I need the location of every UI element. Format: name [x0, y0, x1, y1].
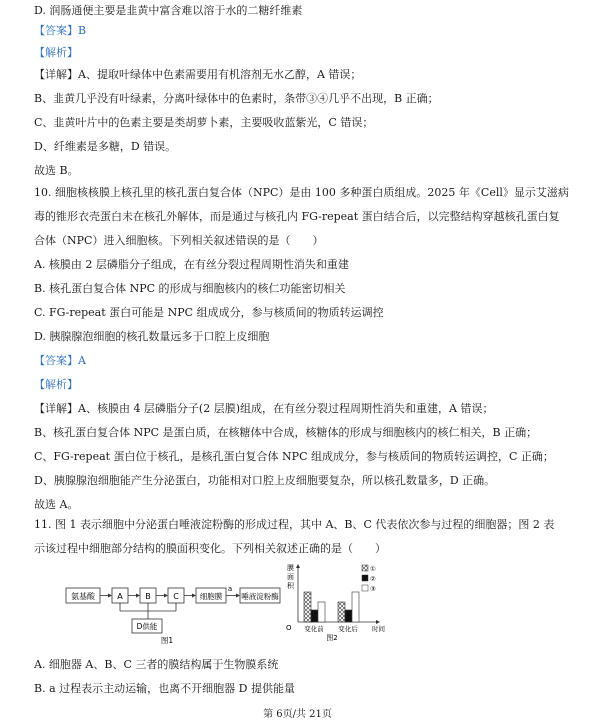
- text-line: 故选 B。: [34, 164, 79, 177]
- text-line: 毒的锥形衣壳蛋白未在核孔外解体，而是通过与核孔内 FG-repeat 蛋白结合后，以完整结构穿越核孔蛋白复: [34, 210, 560, 223]
- text-line: A. 核膜由 2 层磷脂分子组成，在有丝分裂过程周期性消失和重建: [34, 258, 349, 271]
- text-line: 【解析】: [34, 46, 78, 59]
- text-line: D、纤维素是多糖，D 错误。: [34, 140, 177, 153]
- text-line: B. a 过程表示主动运输，也离不开细胞器 D 提供能量: [34, 682, 295, 695]
- fig2-tick-before: 变化前: [304, 625, 324, 633]
- text-line: D、胰腺腺泡细胞能产生分泌蛋白，功能相对口腔上皮细胞要复杂，所以核孔数量多，D 正确。: [34, 474, 496, 487]
- fig2-bar-2-2: [345, 610, 352, 622]
- fig2-bar-2-1: [338, 602, 345, 622]
- fig2-legend-swatch-1: [362, 565, 368, 571]
- fig2-legend-label-2: ②: [370, 575, 376, 583]
- text-line: B. 核孔蛋白复合体 NPC 的形成与细胞核内的核仁功能密切相关: [34, 282, 346, 295]
- text-line: 11. 图 1 表示细胞中分泌蛋白唾液淀粉酶的形成过程，其中 A、B、C 代表依次参与过程的细胞器；图 2 表: [34, 518, 555, 531]
- text-line: B、韭黄几乎没有叶绿素，分离叶绿体中的色素时，条带③④几乎不出现，B 正确；: [34, 92, 439, 105]
- fig2-bar-1-1: [304, 592, 311, 622]
- fig2-bar-1-3: [318, 602, 325, 622]
- fig2-legend-swatch-2: [362, 575, 368, 581]
- page-footer: 第 6页/共 21页: [263, 709, 332, 720]
- text-line: 故选 A。: [34, 498, 79, 511]
- text-line: B、核孔蛋白复合体 NPC 是蛋白质，在核糖体中合成，核糖体的形成与细胞核内的核仁相关，B 正确；: [34, 426, 538, 439]
- fig2-origin: O: [286, 624, 292, 632]
- fig1-label-a: A: [117, 592, 123, 601]
- fig1-caption: 图1: [160, 636, 174, 645]
- text-line: C. FG-repeat 蛋白可能是 NPC 组成成分，参与核质间的物质转运调控: [34, 306, 384, 319]
- fig1-label-b: B: [145, 592, 151, 601]
- text-line: 【解析】: [34, 378, 78, 391]
- text-line: 【答案】A: [34, 354, 86, 367]
- fig2-caption: 图2: [326, 634, 338, 642]
- figure-1: [62, 575, 282, 645]
- fig2-tick-after: 变化后: [338, 625, 358, 633]
- fig2-ylabel-2: 面: [287, 573, 294, 581]
- fig2-ylabel-1: 膜: [287, 564, 294, 572]
- text-line: 示该过程中细胞部分结构的膜面积变化。下列相关叙述正确的是（ ）: [34, 542, 386, 555]
- text-line: C、韭黄叶片中的色素主要是类胡萝卜素，主要吸收蓝紫光，C 错误；: [34, 116, 374, 129]
- text-line: 【答案】B: [34, 24, 87, 37]
- figure-2: [282, 562, 402, 642]
- text-line: 10. 细胞核核膜上核孔里的核孔蛋白复合体（NPC）是由 100 多种蛋白质组成。2025 年《Cell》显示艾滋病: [34, 186, 569, 199]
- fig1-arrow-label: a: [227, 585, 233, 593]
- text-line: A. 细胞器 A、B、C 三者的膜结构属于生物膜系统: [34, 658, 279, 671]
- fig1-label-energy: D供能: [136, 622, 158, 631]
- fig2-bar-2-3: [352, 592, 359, 622]
- fig2-legend: [362, 565, 376, 593]
- fig1-label-product: 唾液淀粉酶: [241, 592, 279, 601]
- fig2-legend-swatch-3: [362, 585, 368, 591]
- text-line: C、FG-repeat 蛋白位于核孔，是核孔蛋白复合体 NPC 组成成分，参与核质间的物质转运调控，C 正确；: [34, 450, 554, 463]
- text-line: D. 胰腺腺泡细胞的核孔数量远多于口腔上皮细胞: [34, 330, 270, 343]
- text-line: D. 润肠通便主要是韭黄中富含难以溶于水的二糖纤维素: [34, 4, 303, 17]
- fig2-ylabel-3: 积: [287, 582, 294, 590]
- fig2-bar-1-2: [311, 610, 318, 622]
- fig1-label-membrane: 细胞膜: [199, 592, 223, 601]
- fig2-legend-label-1: ①: [370, 565, 376, 573]
- text-line: 合体（NPC）进入细胞核。下列相关叙述错误的是（ ）: [34, 234, 324, 247]
- fig1-label-amino: 氨基酸: [71, 592, 95, 601]
- fig2-legend-label-3: ③: [370, 585, 376, 593]
- fig2-xlabel: 时间: [372, 625, 385, 633]
- text-line: 【详解】A、核膜由 4 层磷脂分子(2 层膜)组成，在有丝分裂过程周期性消失和重建，A 错误；: [34, 402, 494, 415]
- fig1-label-c: C: [173, 592, 179, 601]
- text-line: 【详解】A、提取叶绿体中色素需要用有机溶剂无水乙醇，A 错误；: [34, 68, 362, 81]
